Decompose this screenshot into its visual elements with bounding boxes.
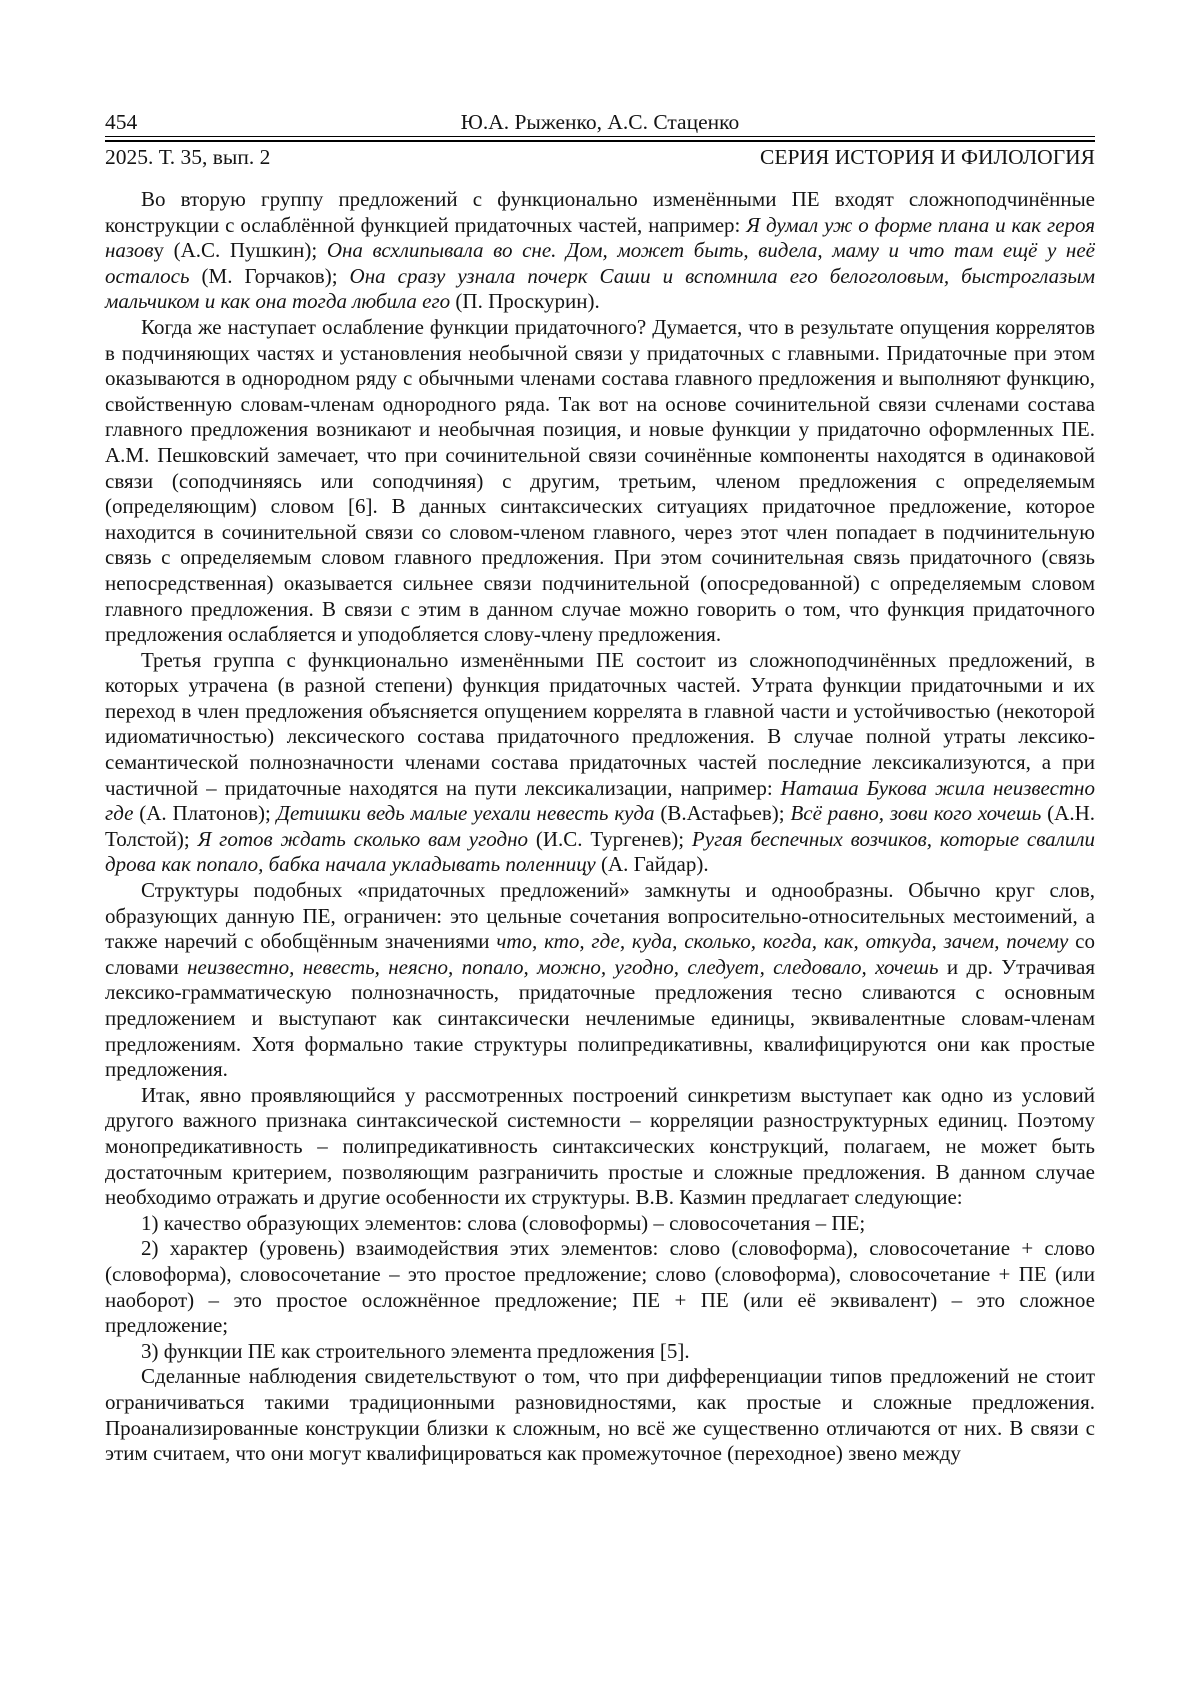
- paragraph: [105, 1083, 1095, 1211]
- text-run: (А. Платонов);: [133, 801, 277, 826]
- example-italic-run: Она всхлипывала во сне. Дом, может быть, видела, маму и что там ещё у неё осталось: [105, 238, 1095, 288]
- text-run: со словами: [105, 929, 1095, 979]
- example-italic-run: Ругая беспечных возчиков, которые свалили дрова как попало, бабка начала укладывать поленницу: [105, 826, 1095, 877]
- page-content: [105, 0, 1095, 1467]
- example-italic-run: что, кто, где, куда, сколько, когда, как, откуда, зачем, почему: [496, 929, 1069, 954]
- page-number: 454: [105, 110, 138, 134]
- paragraph: [105, 878, 1095, 1083]
- text-run: (В.Астафьев);: [654, 801, 791, 826]
- paragraph: [105, 1364, 1095, 1466]
- text-run: 2) характер (уровень) взаимодействия этих элементов: слово (словоформа), словосочетание + слово (словоформа), словосочетание – это простое предложение; слово (словоформа), словосочетание + ПЕ (или наоборот) – это простое осложнённое предложение; ПЕ + ПЕ (или её эквивалент) – это сложное предложение;: [105, 1236, 1095, 1338]
- running-head-authors: Ю.А. Рыженко, А.С. Стаценко: [460, 110, 740, 134]
- text-run: Третья группа с функционально изменёнными ПЕ состоит из сложноподчинённых предложений, в которых утрачена (в разной степени) функция придаточных частей. Утрата функции придаточными и их переход в член предложения объясняется опущением коррелята в главной части и устойчивостью (некоторой идиоматичностью) лексического состава придаточного предложения. В случае полной утраты лексико-семантической полнозначности членами состава придаточных частей последние лексикализуются, а при частичной – придаточные находятся на пути лексикализации, например:: [105, 647, 1095, 800]
- text-run: 3) функции ПЕ как строительного элемента предложения [5].: [141, 1338, 690, 1363]
- text-run: Во вторую группу предложений с функционально изменёнными ПЕ входят сложноподчинённые конструкции с ослаблённой функцией придаточных частей, например:: [105, 187, 1095, 237]
- text-run: Сделанные наблюдения свидетельствуют о том, что при дифференциации типов предложений не стоит ограничиваться такими традиционными разновидностями, как простые и сложные предложения. Проанализированные конструкции близки к сложным, но всё же существенно отличаются от них. В связи с этим считаем, что они могут квалифицироваться как промежуточное (переходное) звено между: [105, 1364, 1095, 1466]
- text-run: Итак, явно проявляющийся у рассмотренных построений синкретизм выступает как одно из условий другого важного признака синтаксической системности – корреляции разноструктурных единиц. Поэтому монопредикативность – полипредикативность синтаксических конструкций, полагаем, не может быть достаточным критерием, позволяющим разграничить простые и сложные предложения. В данном случае необходимо отражать и другие особенности их структуры. В.В. Казмин предлагает следующие:: [105, 1082, 1095, 1210]
- running-head-top: [105, 110, 1095, 134]
- example-italic-run: Она сразу узнала почерк Саши и вспомнила его белоголовым, быстроглазым мальчиком и как она тогда любила его: [105, 263, 1095, 314]
- text-run: (А. Гайдар).: [595, 852, 709, 877]
- example-italic-run: Всё равно, зови кого хочешь: [790, 801, 1042, 826]
- example-italic-run: Я думал уж о форме плана и как героя назов: [105, 212, 1095, 263]
- text-run: (П. Проскурин).: [450, 289, 600, 314]
- paragraph: [105, 1236, 1095, 1338]
- example-italic-run: Детишки ведь малые уехали невесть куда: [276, 801, 655, 826]
- text-run: Когда же наступает ослабление функции придаточного? Думается, что в результате опущения коррелятов в подчиняющих частях и установления необычной связи у придаточных с главными. Придаточные при этом оказываются в однородном ряду с обычными членами состава главного предложения и выполняют функцию, свойственную словам-членам однородного ряда. Так вот на основе сочинительной связи счленами состава главного предложения возникают и необычная позиция, и новые функции у придаточно оформленных ПЕ. А.М. Пешковский замечает, что при сочинительной связи сочинённые компоненты находятся в одинаковой связи (соподчиняясь или соподчиняя) с другим, третьим, членом предложения с определяемым (определяющим) словом [6]. В данных синтаксических ситуациях придаточное предложение, которое находится в сочинительной связи со словом-членом главного, через этот член попадает в подчинительную связь с определяемым словом главного предложения. При этом сочинительная связь придаточного (связь непосредственная) оказывается сильнее связи подчинительной (опосредованной) с определяемым словом главного предложения. В связи с этим в данном случае можно говорить о том, что функция придаточного предложения ослабляется и уподобляется слову-члену предложения.: [105, 314, 1095, 647]
- example-italic-run: Наташа Букова жила неизвестно где: [105, 775, 1095, 826]
- text-run: (М. Горчаков);: [189, 263, 350, 288]
- paragraph: [105, 315, 1095, 648]
- paragraph: [105, 648, 1095, 878]
- paragraph: [105, 1211, 1095, 1237]
- paragraph: [105, 1339, 1095, 1365]
- paragraph: [105, 187, 1095, 315]
- example-italic-run: Я готов ждать сколько вам угодно: [197, 826, 529, 851]
- text-run: и др. Утрачивая лексико-грамматическую полнозначность, придаточные предложения тесно сливаются с основным предложением и выступают как синтаксически нечленимые единицы, эквивалентные словам-членам предложениям. Хотя формально такие структуры полипредикативны, квалифицируются они как простые предложения.: [105, 954, 1095, 1082]
- example-italic-run: неизвестно, невесть, неясно, попало, можно, угодно, следует, следовало, хочешь: [187, 954, 939, 979]
- text-run: у (А.С. Пушкин);: [153, 238, 327, 263]
- text-run: (И.С. Тургенев);: [528, 826, 692, 851]
- text-run: 1) качество образующих элементов: слова (словоформы) – словосочетания – ПЕ;: [141, 1210, 866, 1235]
- running-head-bottom: [105, 146, 1095, 169]
- series-title: СЕРИЯ ИСТОРИЯ И ФИЛОЛОГИЯ: [760, 145, 1095, 169]
- volume-issue-info: 2025. Т. 35, вып. 2: [105, 145, 271, 169]
- article-body: [105, 187, 1095, 1467]
- header-double-rule: [105, 136, 1095, 142]
- text-run: (А.Н. Толстой);: [105, 801, 1095, 851]
- text-run: Структуры подобных «придаточных предложений» замкнуты и однообразны. Обычно круг слов, образующих данную ПЕ, ограничен: это цельные сочетания вопросительно-относительных местоимений, а также наречий с обобщённым значениями: [105, 878, 1095, 954]
